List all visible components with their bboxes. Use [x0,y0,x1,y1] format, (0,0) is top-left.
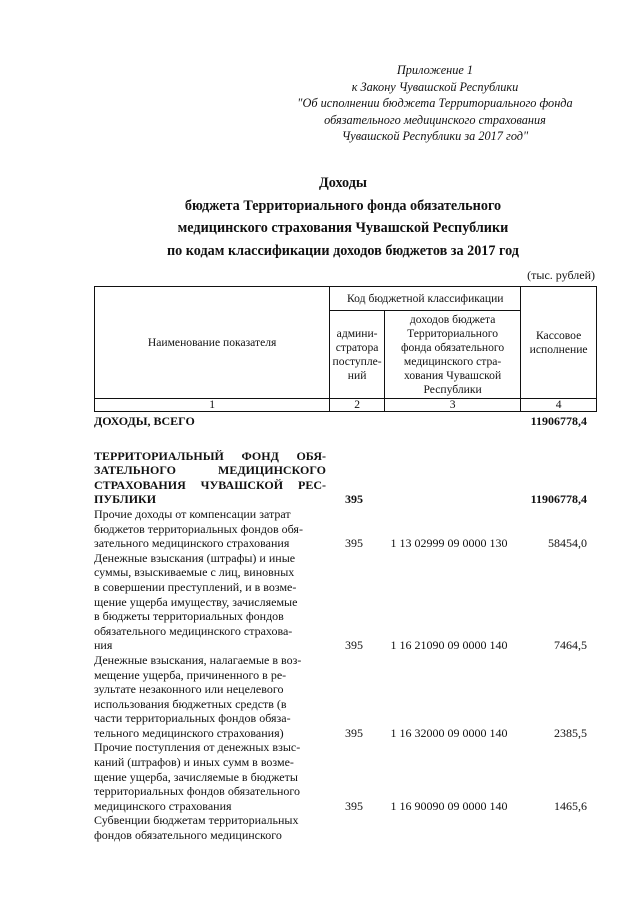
header-income-code: доходов бюджета Территориального фонда обязательного медицинского стра- хования Чувашской Республики [384,311,520,399]
col-num-3: 3 [384,399,520,412]
appendix-line: Приложение 1 [396,63,474,77]
table-row-total: ДОХОДЫ, ВСЕГО 11906778,4 [94,414,587,428]
title-line: медицинского страхования Чувашской Республики [177,220,509,236]
appendix-line: Чувашской Республики за 2017 год" [341,129,529,143]
table-body [94,414,597,843]
col-num-4: 4 [521,399,597,412]
total-sum: 11906778,4 [530,414,587,428]
header-admin: админи- стратора поступле- ний [330,311,385,399]
table-row: Субвенции бюджетам территориальных фондов обязательного медицинского [94,813,299,843]
appendix-note [240,62,630,145]
header-code-group: Код бюджетной классификации [330,287,521,311]
col-num-1: 1 [95,399,330,412]
table-row-fund: ТЕРРИТОРИАЛЬНЫЙ ФОНД ОБЯ- ЗАТЕЛЬНОГО МЕДИЦИНСКОГО СТРАХОВАНИЯ ЧУВАШСКОЙ РЕС- ПУБЛИКИ 395 11906778,4 [94,448,587,507]
col-num-2: 2 [330,399,385,412]
appendix-line: "Об исполнении бюджета Территориального фонда [297,96,573,110]
table-row: Денежные взыскания (штрафы) и иные суммы, взыскиваемые с лиц, виновных в совершении преступлений, и в возме- щение ущерба имуществу, зачисляемые в бюджеты территориальных фондов обязательного медицинского страхова- ния 395 1 16 21090 09 0000 140 7464,5 [94,550,587,653]
table-row: Прочие доходы от компенсации затрат бюджетов территориальных фондов обя- зательного медицинского страхования 395 1 13 02999 09 0000 130 58454,0 [94,506,587,551]
table-header [94,286,597,412]
table-row: Прочие поступления от денежных взыс- каний (штрафов) и иных сумм в возме- щение ущерба, зачисляемые в бюджеты территориальных фондов обязательного медицинского страхования 395 1 16 90090 09 0000 140 1465,6 [94,740,587,813]
title-line: Доходы [319,175,367,191]
document-title [90,172,596,262]
units-label: (тыс. рублей) [527,268,595,282]
appendix-line: обязательного медицинского страхования [324,112,546,127]
appendix-line: к Закону Чувашской Республики [351,79,519,94]
header-name: Наименование показателя [95,287,330,399]
header-cash: Кассовое исполнение [521,287,597,399]
title-line: по кодам классификации доходов бюджетов за 2017 год [166,242,519,259]
title-line: бюджета Территориального фонда обязательного [184,197,502,214]
table-row: Денежные взыскания, налагаемые в воз- мещение ущерба, причиненного в ре- зультате незаконного или нецелевого использования бюджетных средств (в части территориальных фондов обяза- тельного медицинского страхования) 395 1 16 32000 09 0000 140 2385,5 [94,652,587,740]
